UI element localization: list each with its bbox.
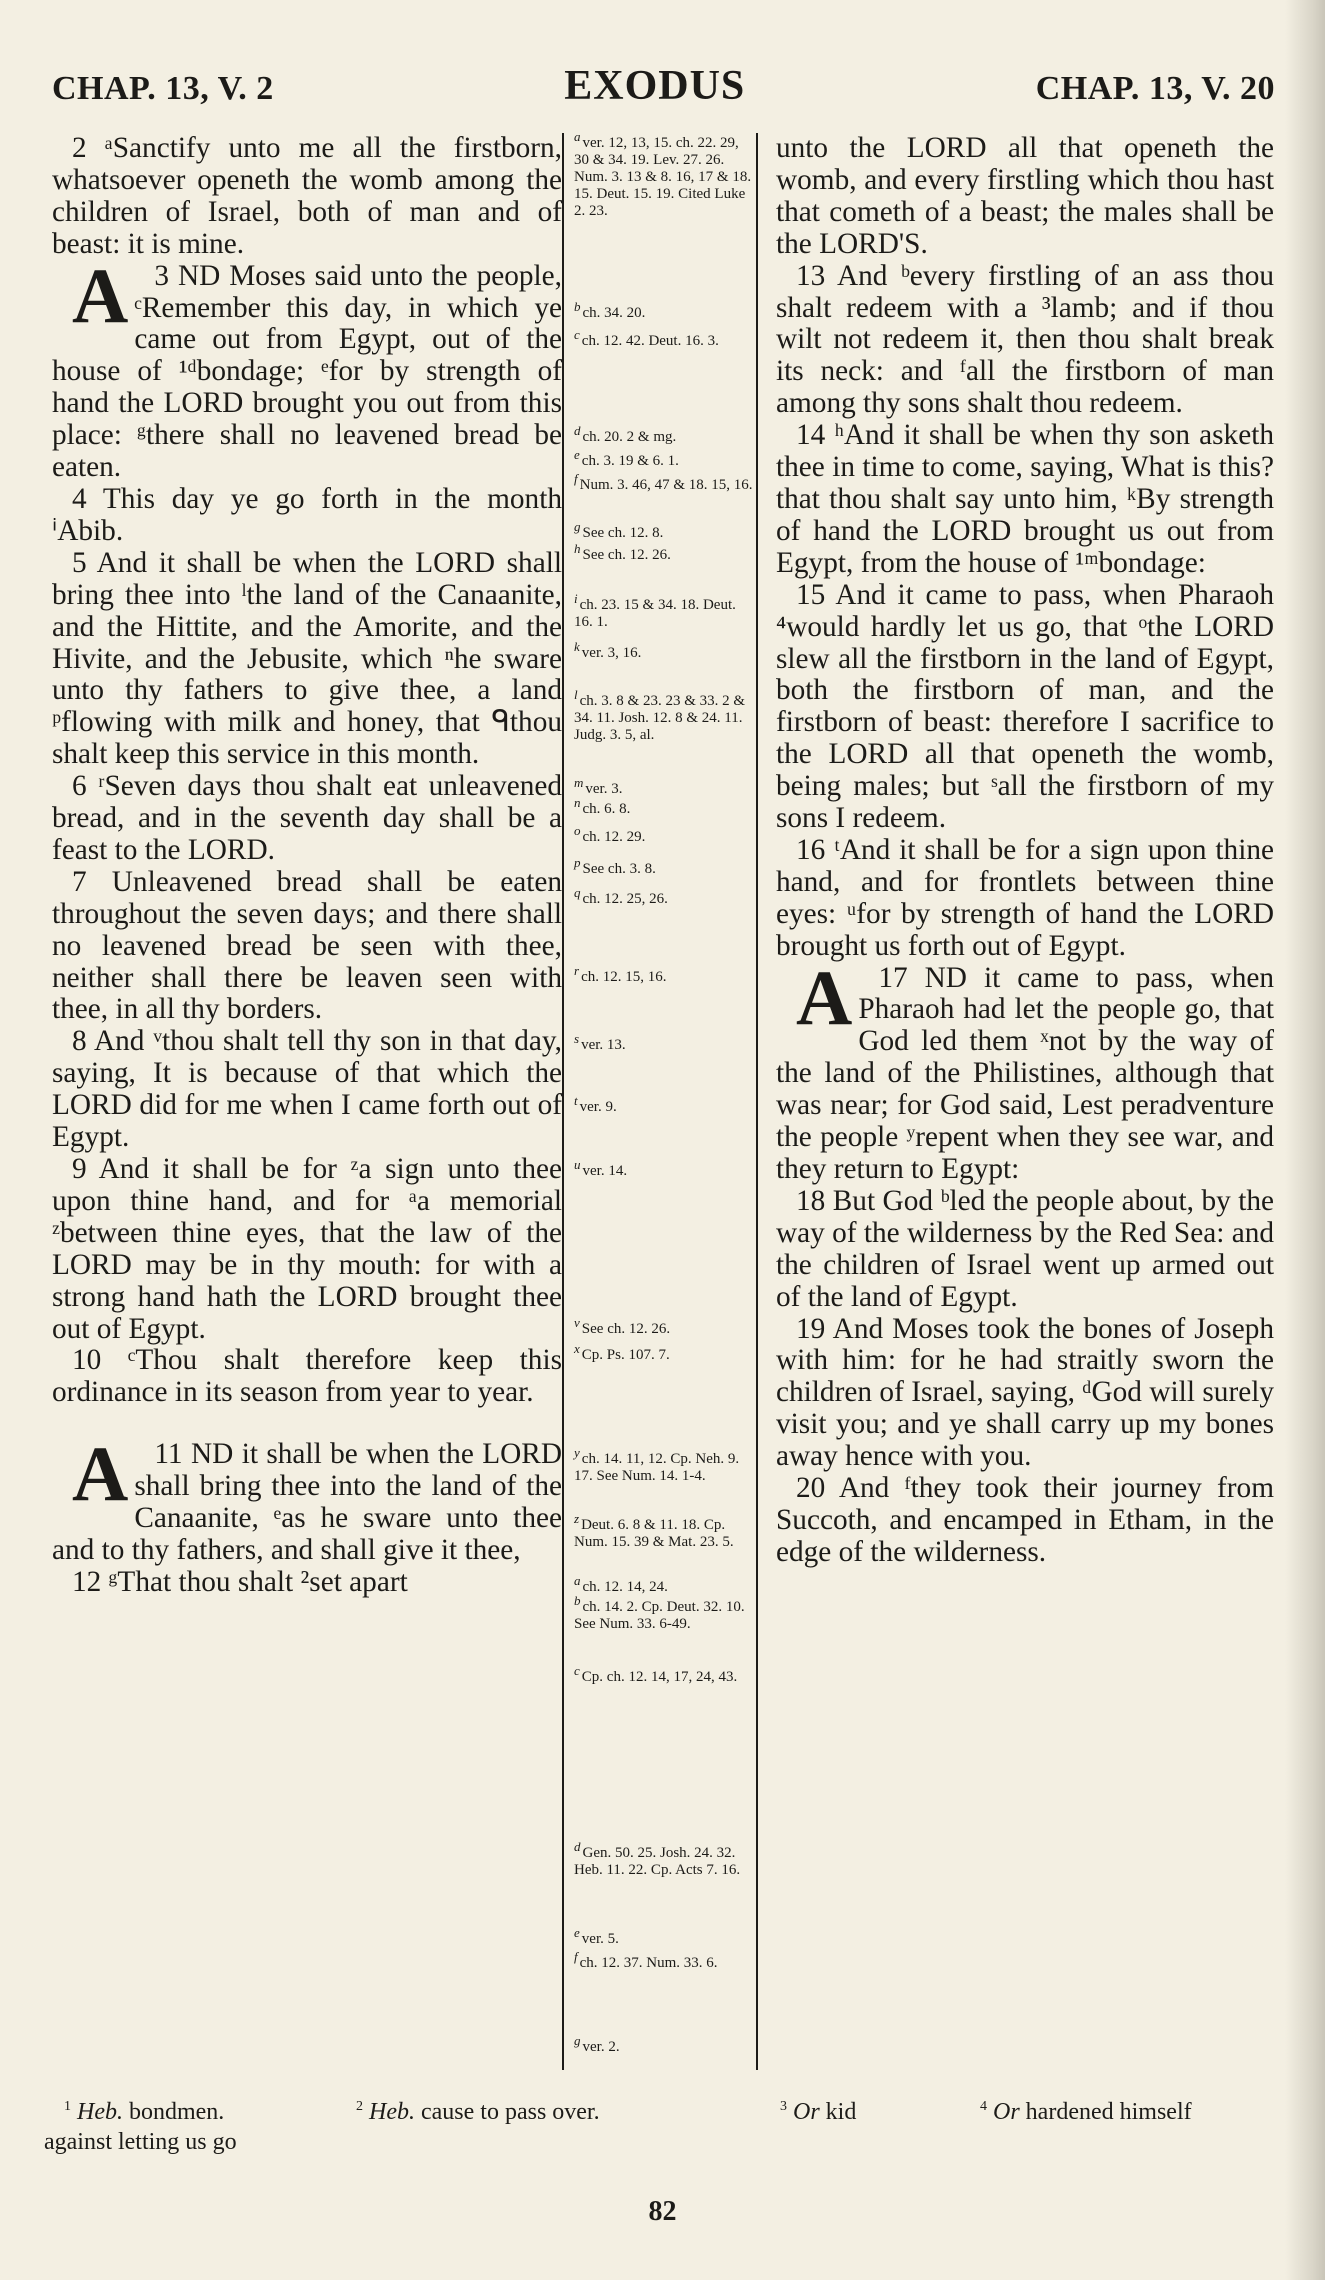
- cross-reference: x Cp. Ps. 107. 7.: [574, 1341, 670, 1363]
- header-chapter-end: CHAP. 13, V. 20: [1035, 70, 1275, 107]
- cross-reference: a ch. 12. 14, 24.: [574, 1573, 668, 1595]
- verse: 9 And it shall be for ᶻa sign unto thee upon thine hand, and for ᵃa memorial ᶻbetween thine eyes, that the law of the LORD may be in thy mouth: for with a strong hand hath the LORD brought thee out of Egypt.: [52, 1153, 562, 1345]
- cross-reference: d Gen. 50. 25. Josh. 24. 32. Heb. 11. 22. Cp. Acts 7. 16.: [574, 1839, 741, 1878]
- footnote: $^1$ Heb. bondmen.: [64, 2099, 225, 2125]
- cross-reference: i ch. 23. 15 & 34. 18. Deut. 16. 1.: [574, 591, 736, 630]
- cross-reference: p See ch. 3. 8.: [574, 855, 656, 877]
- verse: [776, 953, 1274, 1186]
- verse-number: 17: [878, 961, 925, 994]
- header-chapter-start: CHAP. 13, V. 2: [52, 70, 274, 107]
- cross-reference: r ch. 12. 15, 16.: [574, 963, 667, 985]
- verse-text: ND it came to pass, when Pharaoh had let the people go, that God led them ˣnot by the way of the land of the Philistines, although that was near; for God said, Lest peradventure the people ʸrepent when they see war, and they return to Egypt:: [776, 961, 1274, 1185]
- cross-reference: f ch. 12. 37. Num. 33. 6.: [574, 1949, 718, 1971]
- cross-reference: e ch. 3. 19 & 6. 1.: [574, 447, 679, 469]
- verse: 16 ᵗAnd it shall be for a sign upon thine hand, and for frontlets between thine eyes: ᵘfor by strength of hand the LORD brought us forth out of Egypt.: [776, 833, 1274, 962]
- cross-reference: y ch. 14. 11, 12. Cp. Neh. 9. 17. See Num. 14. 1-4.: [574, 1445, 740, 1484]
- verse-continuation: unto the LORD all that openeth the womb, and every firstling which thou hast that cometh of a beast; the males shall be the LORD'S.: [776, 132, 1274, 260]
- cross-reference: l ch. 3. 8 & 23. 23 & 33. 2 & 34. 11. Josh. 12. 8 & 24. 11. Judg. 3. 5, al.: [574, 687, 746, 743]
- cross-reference: k ver. 3, 16.: [574, 639, 642, 661]
- cross-reference: v See ch. 12. 26.: [574, 1315, 671, 1337]
- cross-reference: u ver. 14.: [574, 1157, 628, 1179]
- cross-reference: o ch. 12. 29.: [574, 823, 646, 845]
- dropcap-letter: A: [72, 1430, 129, 1518]
- verse: 15 And it came to pass, when Pharaoh ⁴would hardly let us go, that ᵒthe LORD slew all the firstborn in the land of Egypt, both the firstborn of man, and the firstborn of beast: therefore I sacrifice to the LORD all that openeth the womb, being males; but ˢall the firstborn of my sons I redeem.: [776, 578, 1274, 835]
- verse: 5 And it shall be when the LORD shall bring thee into ˡthe land of the Canaanite, and the Hittite, and the Amorite, and the Hivite, and the Jebusite, which ⁿhe sware unto thy fathers to give thee, a land ᵖflowing with milk and honey, that ᑫthou shalt keep this service in this month.: [52, 546, 562, 771]
- footnote: $^2$ Heb. cause to pass over.: [356, 2099, 600, 2125]
- verse-text: ND Moses said unto the people, ᶜRemember this day, in which ye came out from Egypt, out of the house of ¹ᵈbondage; ᵉfor by strength of hand the LORD brought you out from this place: ᵍthere shall no leavened bread be eaten.: [52, 259, 562, 484]
- dropcap-letter: A: [796, 953, 853, 1041]
- page-gutter-shadow: [1285, 0, 1325, 2280]
- scripture-column-right: [776, 133, 1274, 1569]
- cross-reference: h See ch. 12. 26.: [574, 541, 671, 563]
- footnote-continuation: against letting us go: [44, 2129, 237, 2155]
- cross-reference: e ver. 5.: [574, 1925, 619, 1947]
- scripture-column-left: [52, 133, 562, 1599]
- verse: 12 ᵍThat thou shalt ²set apart: [72, 1565, 408, 1598]
- verse: 13 And ᵇevery firstling of an ass thou shalt redeem with a ³lamb; and if thou wilt not redeem it, then thou shalt break its neck: and ᶠall the firstborn of man among thy sons shalt thou redeem.: [776, 259, 1274, 420]
- cross-reference: s ver. 13.: [574, 1031, 626, 1053]
- cross-reference: n ch. 6. 8.: [574, 795, 631, 817]
- verse: 4 This day ye go forth in the month ⁱAbib.: [52, 482, 562, 547]
- footnote: $^4$ Or hardened himself: [980, 2099, 1192, 2125]
- page-number: 82: [648, 2196, 677, 2227]
- running-header: [52, 62, 1275, 122]
- cross-reference: c ch. 12. 42. Deut. 16. 3.: [574, 327, 719, 349]
- cross-reference: f Num. 3. 46, 47 & 18. 15, 16.: [574, 471, 753, 493]
- verse: [52, 251, 562, 484]
- cross-reference: b ch. 14. 2. Cp. Deut. 32. 10. See Num. 33. 6-49.: [574, 1593, 745, 1632]
- verse: 7 Unleavened bread shall be eaten throughout the seven days; and there shall no leavened bread be seen with thee, neither shall there be leaven seen with thee, in all thy borders.: [52, 865, 562, 1026]
- verse-text: ND it shall be when the LORD shall bring thee into the land of the Canaanite, ᵉas he sware unto thee and to thy fathers, and shall give it thee,: [52, 1438, 562, 1566]
- cross-reference: b ch. 34. 20.: [574, 299, 646, 321]
- cross-reference: m ver. 3.: [574, 775, 623, 797]
- header-book-title: EXODUS: [564, 63, 746, 109]
- verse: 20 And ᶠthey took their journey from Succoth, and encamped in Etham, in the edge of the wilderness.: [776, 1472, 1274, 1568]
- verse-number: 11: [154, 1438, 191, 1471]
- cross-reference: g See ch. 12. 8.: [574, 519, 664, 541]
- verse: 18 But God ᵇled the people about, by the way of the wilderness by the Red Sea: and the children of Israel went up armed out of the land of Egypt.: [776, 1184, 1274, 1313]
- verse: 10 ᶜThou shalt therefore keep this ordinance in its season from year to year.: [52, 1344, 562, 1409]
- cross-reference: t ver. 9.: [574, 1093, 617, 1115]
- cross-reference-margin: [568, 129, 754, 2070]
- verse: 14 ʰAnd it shall be when thy son asketh thee in time to come, saying, What is this? that thou shalt say unto him, ᵏBy strength of hand the LORD brought us out from Egypt, from the house of ¹ᵐbondage:: [776, 419, 1274, 579]
- dropcap-letter: A: [72, 251, 129, 339]
- cross-reference: a ver. 12, 13, 15. ch. 22. 29, 30 & 34. 19. Lev. 27. 26. Num. 3. 13 & 8. 16, 17 & 18. 15. Deut. 15. 19. Cited Luke 2. 23.: [574, 129, 752, 219]
- cross-reference: q ch. 12. 25, 26.: [574, 885, 668, 907]
- footnote: $^3$ Or kid: [780, 2099, 857, 2125]
- cross-reference: d ch. 20. 2 & mg.: [574, 423, 677, 445]
- verse: 19 And Moses took the bones of Joseph with him: for he had straitly sworn the children of Israel, saying, ᵈGod will surely visit you; and ye shall carry up my bones away hence with you.: [776, 1312, 1274, 1473]
- verse: 2 ᵃSanctify unto me all the firstborn, whatsoever openeth the womb among the children of Israel, both of man and of beast: it is mine.: [52, 132, 562, 260]
- cross-reference: c Cp. ch. 12. 14, 17, 24, 43.: [574, 1663, 738, 1685]
- cross-reference: z Deut. 6. 8 & 11. 18. Cp. Num. 15. 39 & Mat. 23. 5.: [574, 1511, 734, 1550]
- verse: 6 ʳSeven days thou shalt eat unleavened bread, and in the seventh day shall be a feast to the LORD.: [52, 770, 562, 866]
- verse-number: 3: [154, 259, 178, 292]
- column-rule-right: [756, 133, 758, 2070]
- verse: 8 And ᵛthou shalt tell thy son in that day, saying, It is because of that which the LORD did for me when I came forth out of Egypt.: [52, 1025, 562, 1154]
- cross-reference: g ver. 2.: [574, 2033, 620, 2055]
- verse: [52, 1430, 562, 1567]
- column-rule-left: [562, 133, 564, 2070]
